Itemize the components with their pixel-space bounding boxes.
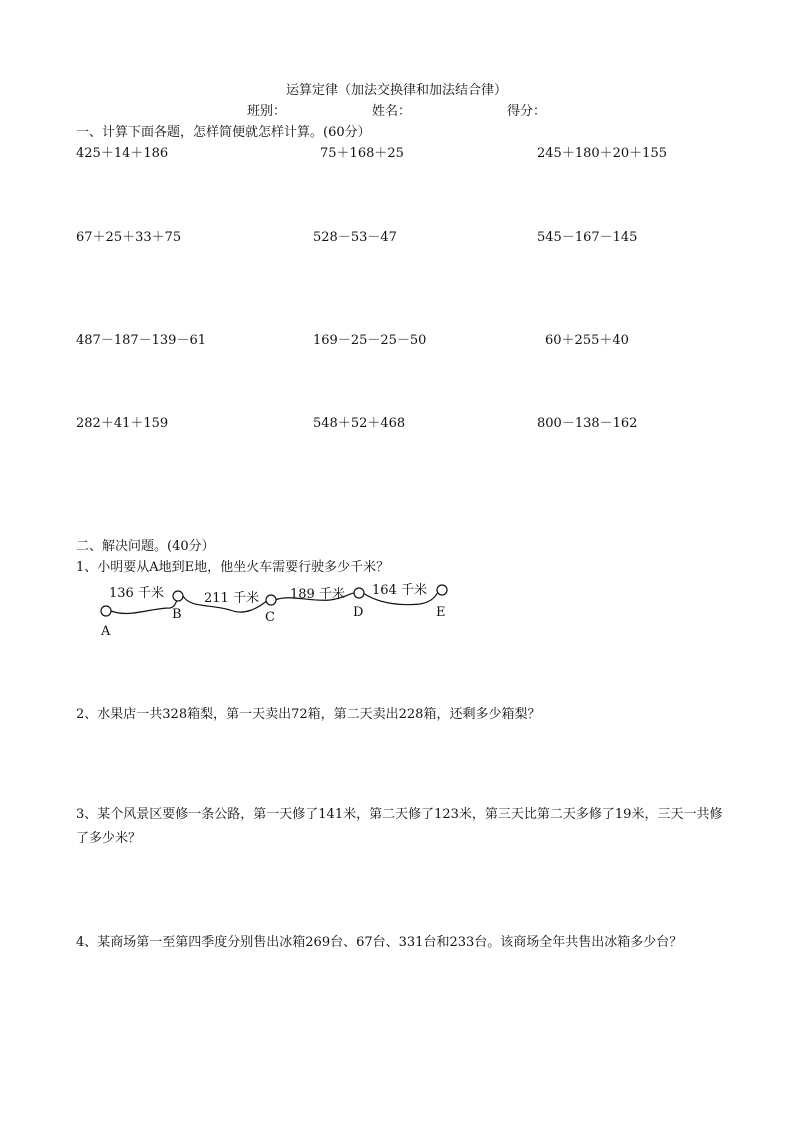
route-point-b [173,591,183,601]
route-label-c: C [265,610,275,625]
route-label-b: B [172,607,182,622]
expression-4-1: 282＋41＋159 [76,416,169,431]
expression-2-1: 67＋25＋33＋75 [76,230,182,245]
expression-3-1: 487－187－139－61 [76,333,206,348]
expression-1-1: 425＋14＋186 [76,146,169,161]
route-distance-cd: 189 千米 [290,587,345,602]
page-title: 运算定律（加法交换律和加法结合律） [285,83,507,98]
problem-3: 3、某个风景区要修一条公路，第一天修了141米，第二天修了123米，第三天比第二天多修了19米，三天一共修了多少米？ [76,807,723,846]
score-label: 得分： [507,104,547,119]
route-distance-de: 164 千米 [372,583,427,598]
route-label-d: D [353,605,364,620]
route-label-e: E [436,605,446,620]
problem-4: 4、某商场第一至第四季度分别售出冰箱269台、67台、331台和233台。该商场全年共售出冰箱多少台？ [76,935,683,950]
expression-4-3: 800－138－162 [537,416,638,431]
class-label: 班别： [247,104,287,119]
problem-2: 2、水果店一共328箱梨，第一天卖出72箱，第二天卖出228箱，还剩多少箱梨？ [76,707,541,722]
route-label-a: A [101,624,111,639]
section1-heading: 一、计算下面各题，怎样简便就怎样计算。(60分） [76,125,371,140]
route-point-e [437,585,447,595]
expression-2-2: 528－53－47 [313,230,397,245]
route-distance-ab: 136 千米 [109,586,164,601]
route-point-c [266,595,276,605]
problem-1: 1、小明要从A地到E地，他坐火车需要行驶多少千米？ [76,560,390,575]
expression-1-2: 75＋168＋25 [320,146,404,161]
route-point-a [101,606,111,616]
expression-1-3: 245＋180＋20＋155 [537,146,667,161]
expression-4-2: 548＋52＋468 [313,416,406,431]
route-diagram [90,578,470,640]
section2-heading: 二、解决问题。(40分） [76,539,215,554]
expression-2-3: 545－167－145 [537,230,638,245]
route-point-d [354,588,364,598]
expression-3-3: 60＋255＋40 [545,333,629,348]
route-distance-bc: 211 千米 [204,591,259,606]
name-label: 姓名： [372,104,412,119]
expression-3-2: 169－25－25－50 [313,333,427,348]
